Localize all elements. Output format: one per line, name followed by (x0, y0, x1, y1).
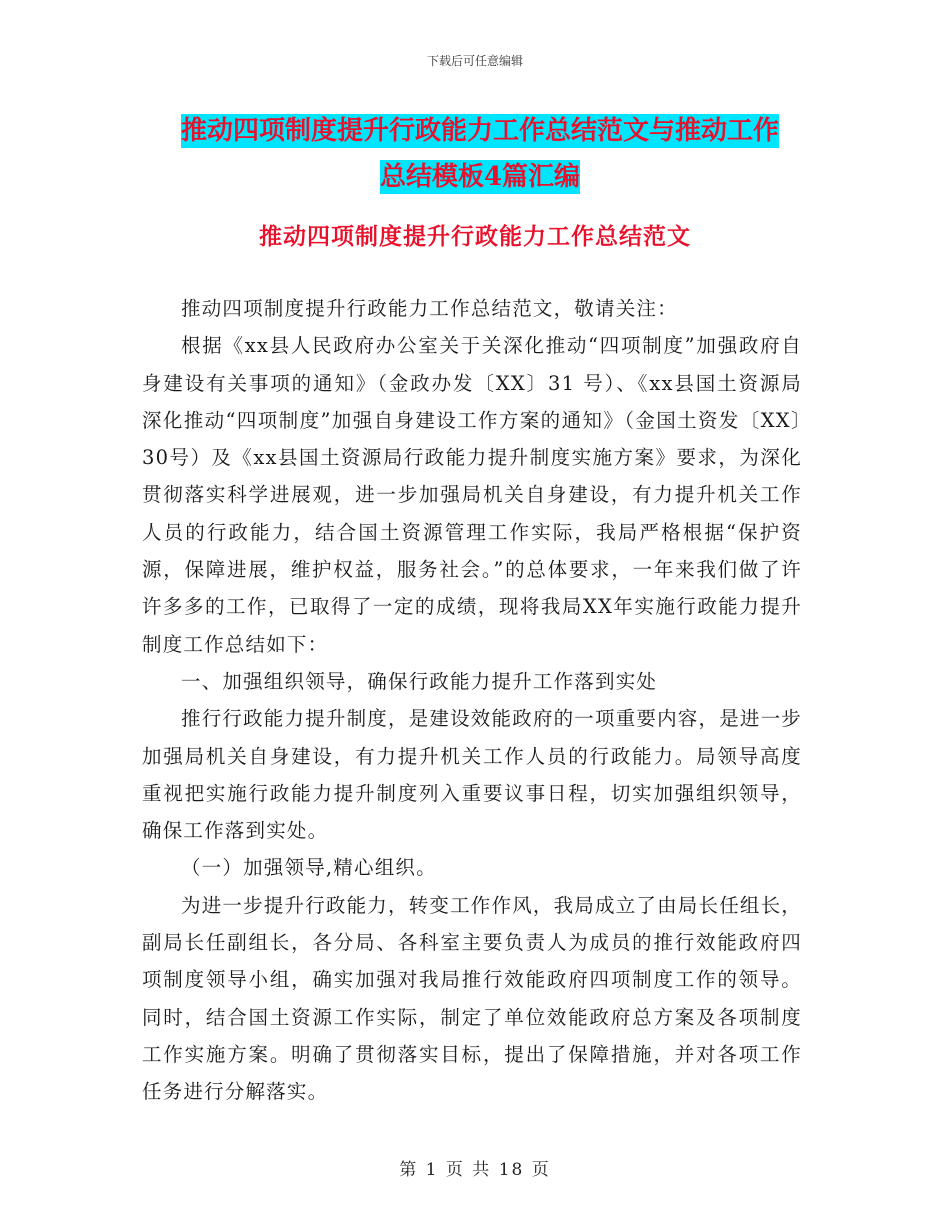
paragraph: 推动四项制度提升行政能力工作总结范文，敬请关注： (181, 297, 678, 320)
page-footer: 第 1 页 共 18 页 (399, 1160, 551, 1180)
body-text (142, 290, 802, 1111)
section-title: 推动四项制度提升行政能力工作总结范文 (259, 223, 691, 250)
header-note: 下载后可任意编辑 (426, 54, 523, 68)
title-line-1: 推动四项制度提升行政能力工作总结范文与推动工作 (180, 116, 779, 146)
paragraph: 为进一步提升行政能力，转变工作作风，我局成立了由局长任组长，副局长任副组长，各分局、各科室主要负责人为成员的推行效能政府四项制度领导小组，确实加强对我局推行效能政府四项制度工作的领导。同时，结合国土资源工作实际，制定了单位效能政府总方案及各项制度工作实施方案。明确了贯彻落实目标，提出了保障措施，并对各项工作任务进行分解落实。 (142, 893, 803, 1104)
paragraph: 根据《xx县人民政府办公室关于关深化推动“四项制度”加强政府自身建设有关事项的通知》（金政办发〔XX〕31 号）、《xx县国土资源局深化推动“四项制度”加强自身建设工作方案的通知》（金国土资发〔XX〕30号）及《xx县国土资源局行政能力提升制度实施方案》要求，为深化贯彻落实科学进展观，进一步加强局机关自身建设，有力提升机关工作人员的行政能力，结合国土资源管理工作实际，我局严格根据“保护资源，保障进展，维护权益，服务社会。”的总体要求，一年来我们做了许许多多的工作，已取得了一定的成绩，现将我局XX年实施行政能力提升制度工作总结如下： (142, 334, 802, 656)
paragraph: 推行行政能力提升制度，是建设效能政府的一项重要内容，是进一步加强局机关自身建设，有力提升机关工作人员的行政能力。局领导高度重视把实施行政能力提升制度列入重要议事日程，切实加强组织领导，确保工作落到实处。 (142, 707, 803, 843)
paragraph-heading: 一、加强组织领导，确保行政能力提升工作落到实处 (181, 669, 658, 693)
title-line-2: 总结模板4篇汇编 (379, 162, 581, 192)
document-title (140, 108, 820, 200)
paragraph-subheading: （一）加强领导,精心组织。 (181, 856, 437, 880)
